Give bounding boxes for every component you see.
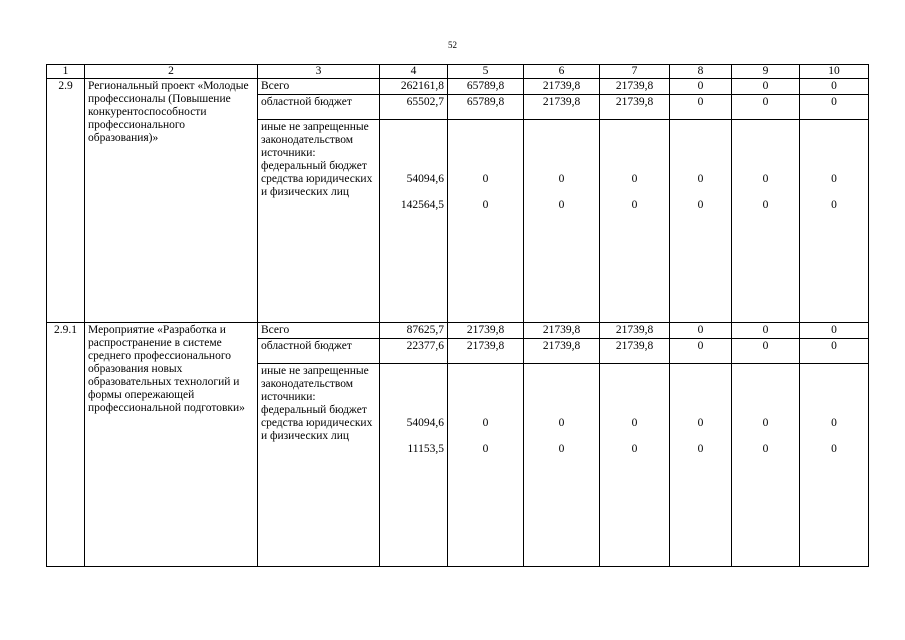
header-cell: 10 bbox=[800, 65, 869, 79]
legal-value: 11153,5 bbox=[407, 443, 444, 455]
legal-value: 0 bbox=[831, 199, 837, 211]
page-number: 52 bbox=[448, 40, 457, 50]
legal-entities-label: средства юридических и физических лиц bbox=[261, 173, 373, 198]
value-cell-stack bbox=[380, 120, 448, 323]
federal-budget-label: федеральный бюджет bbox=[261, 404, 367, 416]
header-row bbox=[47, 65, 869, 79]
legal-value: 142564,5 bbox=[400, 199, 444, 211]
legal-value: 0 bbox=[558, 443, 565, 455]
value-cell-stack bbox=[732, 120, 800, 323]
value-cell: 0 bbox=[732, 95, 800, 120]
value-cell-stack bbox=[524, 120, 600, 323]
federal-value: 0 bbox=[697, 417, 704, 429]
header-cell: 5 bbox=[448, 65, 524, 79]
legal-value: 0 bbox=[631, 199, 638, 211]
source-label-regional: областной бюджет bbox=[258, 339, 380, 364]
federal-value: 0 bbox=[762, 173, 769, 185]
value-cell: 65789,8 bbox=[448, 95, 524, 120]
value-cell: 0 bbox=[732, 323, 800, 339]
header-cell: 9 bbox=[732, 65, 800, 79]
legal-value: 0 bbox=[631, 443, 638, 455]
federal-value: 0 bbox=[558, 173, 565, 185]
value-cell-stack bbox=[800, 120, 869, 323]
value-cell-stack bbox=[448, 364, 524, 567]
table-row bbox=[47, 323, 869, 339]
value-cell: 65502,7 bbox=[380, 95, 448, 120]
legal-value: 0 bbox=[482, 199, 489, 211]
value-cell: 262161,8 bbox=[380, 79, 448, 95]
legal-value: 0 bbox=[762, 199, 769, 211]
federal-value: 0 bbox=[831, 173, 837, 185]
value-cell: 0 bbox=[800, 323, 869, 339]
value-cell: 21739,8 bbox=[600, 323, 670, 339]
header-cell: 1 bbox=[47, 65, 85, 79]
value-cell-stack bbox=[600, 120, 670, 323]
value-cell: 87625,7 bbox=[380, 323, 448, 339]
value-cell: 0 bbox=[670, 95, 732, 120]
federal-value: 0 bbox=[697, 173, 704, 185]
legal-value: 0 bbox=[482, 443, 489, 455]
federal-value: 0 bbox=[482, 417, 489, 429]
federal-budget-label: федеральный бюджет bbox=[261, 160, 367, 172]
table-row bbox=[47, 79, 869, 95]
federal-value: 0 bbox=[631, 417, 638, 429]
value-cell: 0 bbox=[800, 339, 869, 364]
other-sources-label: иные не запрещенные законодательством источники: bbox=[261, 121, 369, 159]
value-cell-stack bbox=[380, 364, 448, 567]
legal-value: 0 bbox=[762, 443, 769, 455]
item-code: 2.9 bbox=[47, 79, 85, 323]
header-cell: 6 bbox=[524, 65, 600, 79]
federal-value: 0 bbox=[631, 173, 638, 185]
federal-value: 0 bbox=[831, 417, 837, 429]
value-cell-stack bbox=[524, 364, 600, 567]
legal-entities-label: средства юридических и физических лиц bbox=[261, 417, 373, 442]
source-label-total: Всего bbox=[258, 79, 380, 95]
source-label-regional: областной бюджет bbox=[258, 95, 380, 120]
value-cell: 65789,8 bbox=[448, 79, 524, 95]
other-sources-label: иные не запрещенные законодательством источники: bbox=[261, 365, 369, 403]
value-cell: 0 bbox=[670, 339, 732, 364]
value-cell: 21739,8 bbox=[524, 339, 600, 364]
legal-value: 0 bbox=[831, 443, 837, 455]
value-cell-stack bbox=[448, 120, 524, 323]
legal-value: 0 bbox=[697, 199, 704, 211]
value-cell-stack bbox=[800, 364, 869, 567]
federal-value: 0 bbox=[558, 417, 565, 429]
item-code: 2.9.1 bbox=[47, 323, 85, 567]
value-cell: 21739,8 bbox=[524, 95, 600, 120]
value-cell: 21739,8 bbox=[600, 95, 670, 120]
source-label-other bbox=[258, 364, 380, 567]
legal-value: 0 bbox=[697, 443, 704, 455]
value-cell: 21739,8 bbox=[600, 79, 670, 95]
item-name: Мероприятие «Разработка и распространение в системе среднего профессионального образования новых образовательных технологий и формы опережающей профессиональной подготовки» bbox=[85, 323, 258, 567]
federal-value: 0 bbox=[762, 417, 769, 429]
value-cell: 21739,8 bbox=[600, 339, 670, 364]
item-name: Региональный проект «Молодые профессионалы (Повышение конкурентоспособности профессионального образования)» bbox=[85, 79, 258, 323]
header-cell: 2 bbox=[85, 65, 258, 79]
value-cell: 0 bbox=[800, 79, 869, 95]
header-cell: 8 bbox=[670, 65, 732, 79]
header-cell: 7 bbox=[600, 65, 670, 79]
value-cell: 0 bbox=[670, 79, 732, 95]
value-cell: 0 bbox=[732, 339, 800, 364]
value-cell: 21739,8 bbox=[524, 323, 600, 339]
source-label-total: Всего bbox=[258, 323, 380, 339]
value-cell-stack bbox=[732, 364, 800, 567]
value-cell: 22377,6 bbox=[380, 339, 448, 364]
value-cell-stack bbox=[600, 364, 670, 567]
value-cell: 0 bbox=[732, 79, 800, 95]
federal-value: 54094,6 bbox=[406, 417, 444, 429]
value-cell: 21739,8 bbox=[448, 323, 524, 339]
header-cell: 3 bbox=[258, 65, 380, 79]
value-cell: 0 bbox=[800, 95, 869, 120]
federal-value: 54094,6 bbox=[406, 173, 444, 185]
federal-value: 0 bbox=[482, 173, 489, 185]
value-cell: 21739,8 bbox=[524, 79, 600, 95]
legal-value: 0 bbox=[558, 199, 565, 211]
value-cell: 21739,8 bbox=[448, 339, 524, 364]
header-cell: 4 bbox=[380, 65, 448, 79]
value-cell-stack bbox=[670, 120, 732, 323]
source-label-other bbox=[258, 120, 380, 323]
value-cell-stack bbox=[670, 364, 732, 567]
budget-table bbox=[46, 64, 869, 567]
value-cell: 0 bbox=[670, 323, 732, 339]
